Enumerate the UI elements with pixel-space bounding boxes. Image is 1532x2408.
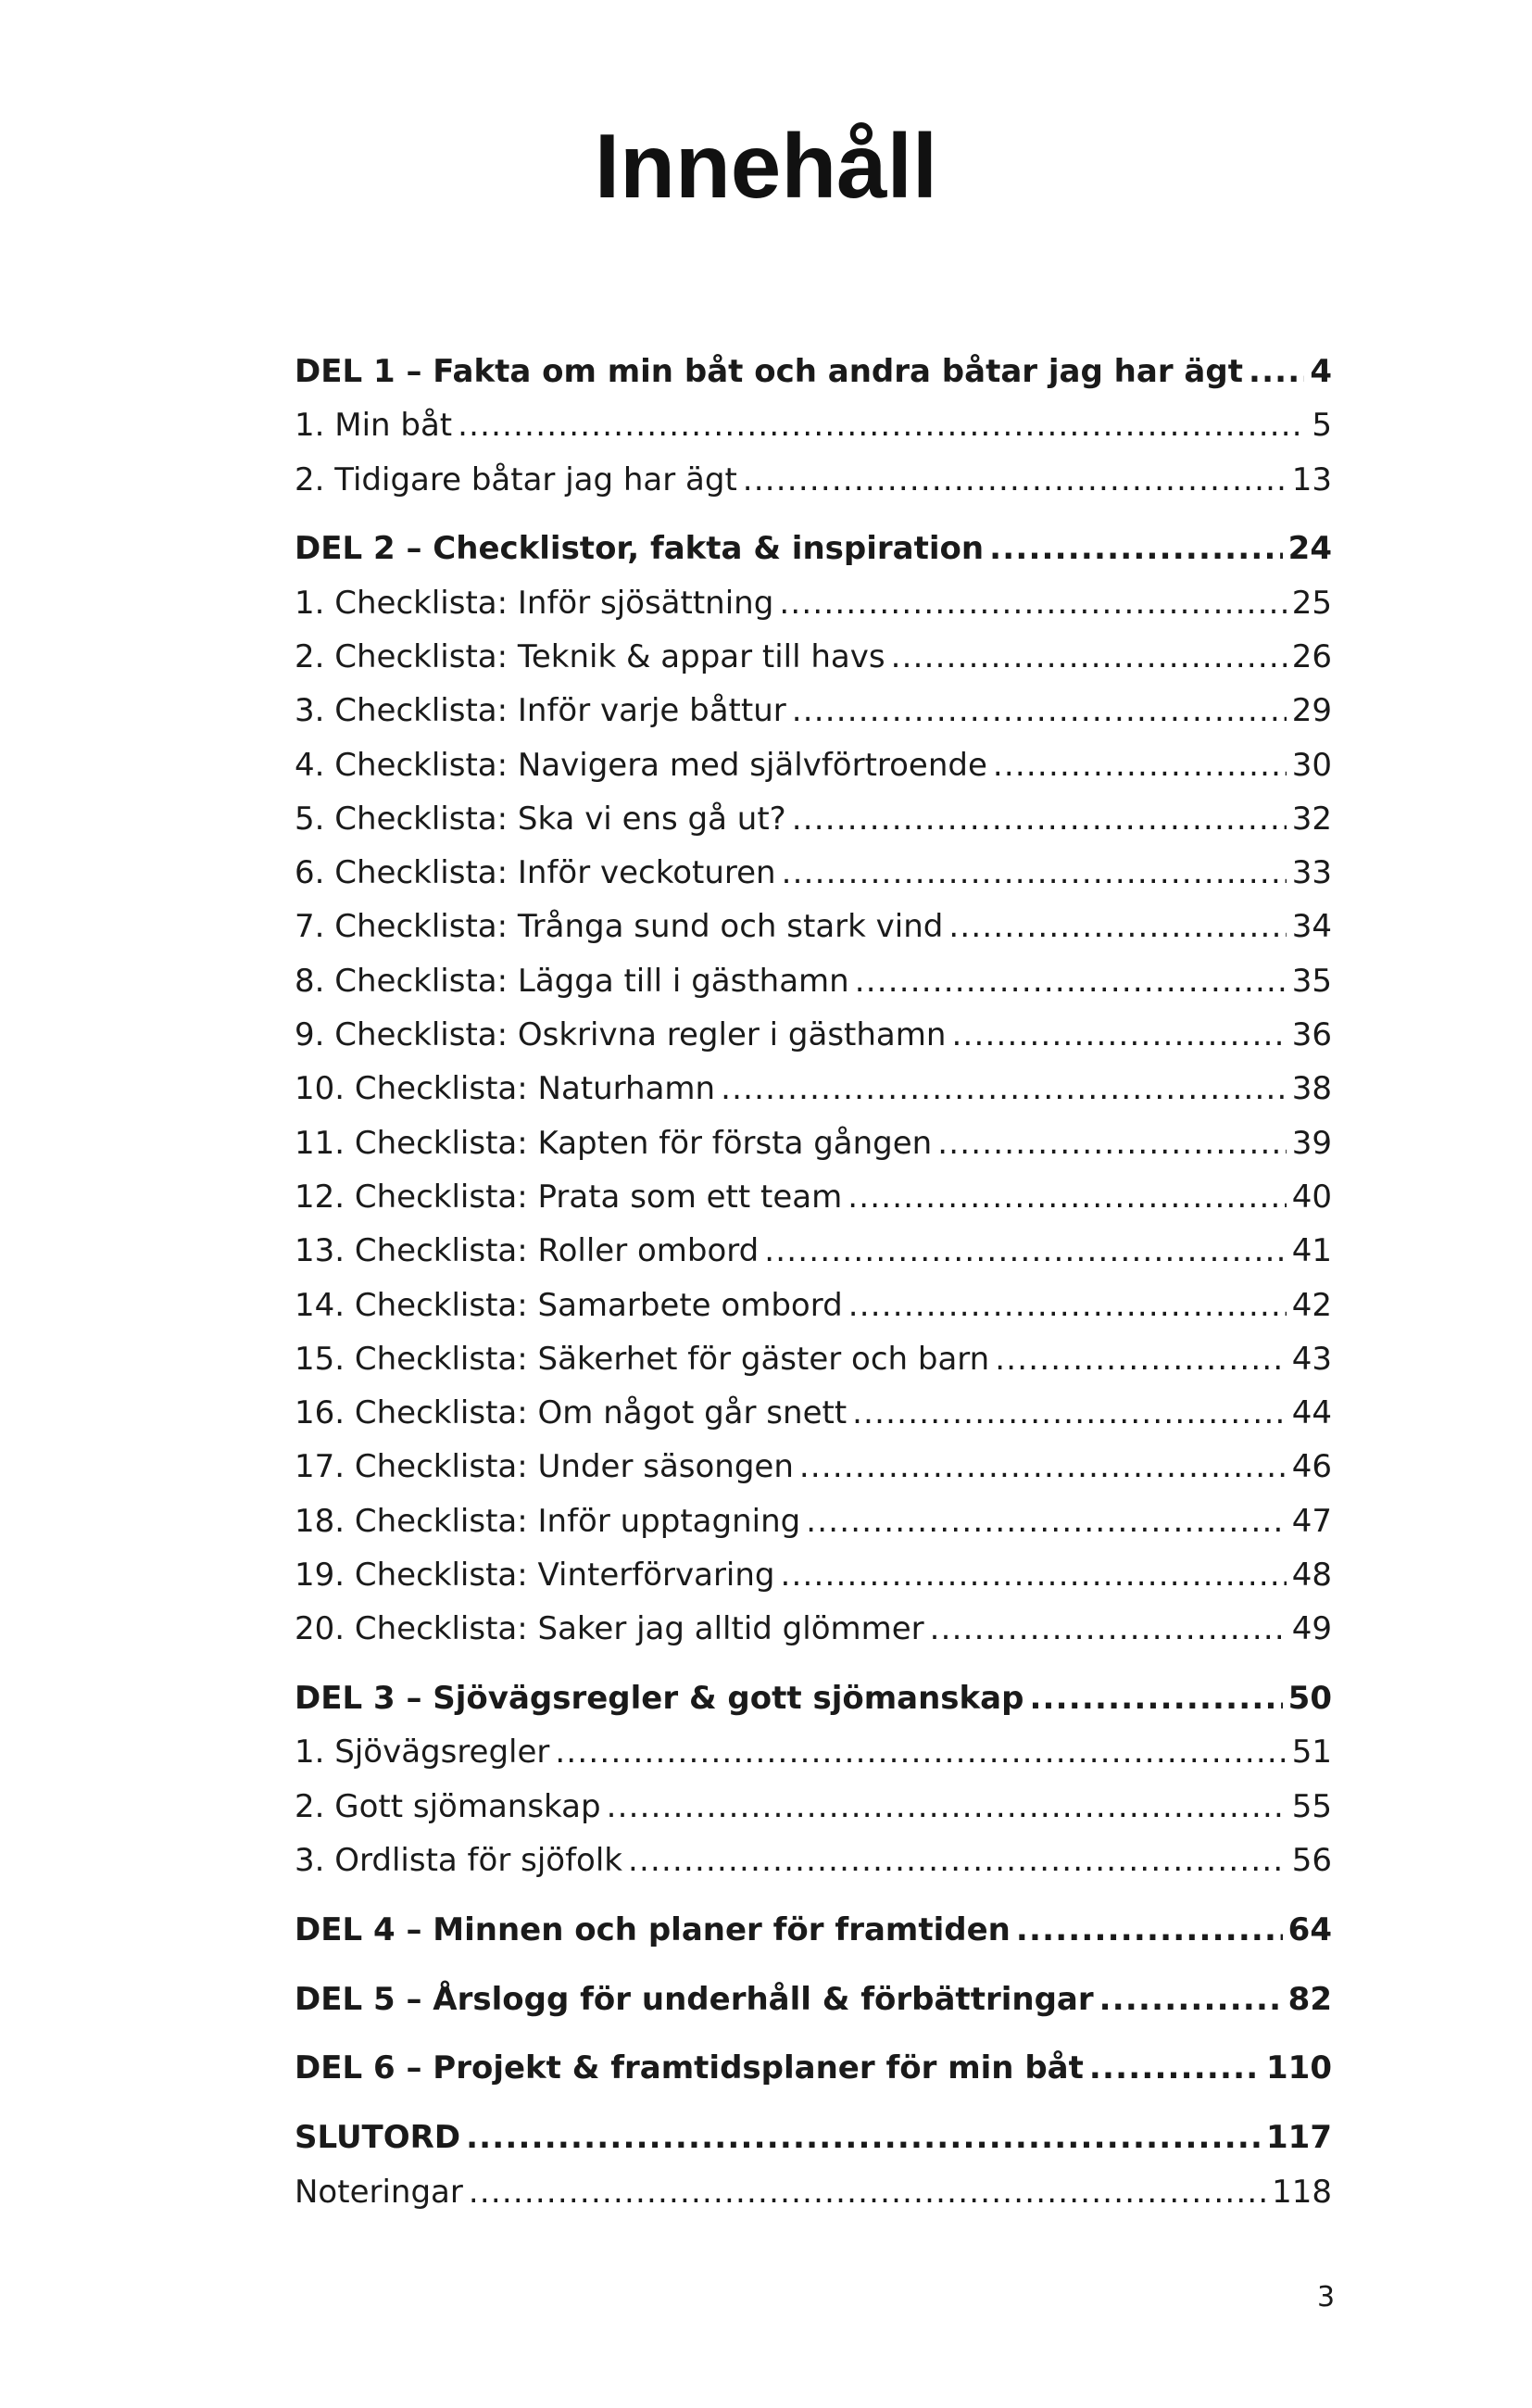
toc-dot-leader bbox=[792, 684, 1287, 738]
toc-entry-label: 19. Checklista: Vinterförvaring bbox=[295, 1557, 775, 1595]
toc-entry-label: SLUTORD bbox=[295, 2119, 461, 2157]
toc-entry-label: DEL 6 – Projekt & framtidsplaner för min båt bbox=[295, 2049, 1084, 2087]
toc-dot-leader bbox=[852, 1386, 1287, 1440]
toc-entry bbox=[295, 1224, 1332, 1278]
toc-dot-leader bbox=[721, 1062, 1287, 1116]
toc-entry-page: 26 bbox=[1291, 637, 1332, 675]
toc-entry-label: 8. Checklista: Lägga till i gästhamn bbox=[295, 962, 849, 1000]
toc-entry-page: 41 bbox=[1291, 1232, 1332, 1270]
toc-entry bbox=[295, 1116, 1332, 1170]
toc-entry-label: 16. Checklista: Om något går snett bbox=[295, 1394, 848, 1432]
toc-entry-label: 6. Checklista: Inför veckoturen bbox=[295, 854, 776, 892]
toc-entry bbox=[295, 954, 1332, 1008]
toc-entry-page: 47 bbox=[1291, 1502, 1332, 1540]
toc-entry-page: 33 bbox=[1291, 854, 1332, 892]
toc-dot-leader bbox=[469, 2165, 1266, 2219]
toc-dot-leader bbox=[781, 1548, 1287, 1602]
toc-entry-page: 56 bbox=[1291, 1842, 1332, 1880]
toc-entry-page: 48 bbox=[1291, 1557, 1332, 1595]
toc-entry-label: 2. Tidigare båtar jag har ägt bbox=[295, 460, 737, 498]
toc-dot-leader bbox=[806, 1494, 1287, 1548]
toc-entry-page: 40 bbox=[1291, 1178, 1332, 1216]
toc-entry-page: 34 bbox=[1291, 908, 1332, 946]
toc-entry bbox=[295, 1780, 1332, 1834]
toc-entry-label: 18. Checklista: Inför upptagning bbox=[295, 1502, 801, 1540]
toc-entry-label: 15. Checklista: Säkerhet för gäster och barn bbox=[295, 1340, 990, 1378]
toc-entry bbox=[295, 1602, 1332, 1656]
table-of-contents bbox=[295, 345, 1332, 2219]
toc-dot-leader bbox=[628, 1834, 1287, 1887]
toc-dot-leader bbox=[937, 1116, 1287, 1170]
toc-entry-page: 55 bbox=[1291, 1787, 1332, 1825]
toc-dot-leader bbox=[951, 1008, 1286, 1062]
toc-entry bbox=[295, 684, 1332, 738]
toc-entry bbox=[295, 1332, 1332, 1386]
toc-entry-label: 9. Checklista: Oskrivna regler i gästhamn bbox=[295, 1016, 947, 1054]
toc-entry-page: 36 bbox=[1291, 1016, 1332, 1054]
toc-entry bbox=[295, 738, 1332, 792]
toc-entry-label: 3. Checklista: Inför varje båttur bbox=[295, 692, 786, 730]
toc-dot-leader bbox=[466, 2111, 1261, 2164]
toc-dot-leader bbox=[458, 398, 1306, 452]
toc-entry-label: 1. Checklista: Inför sjösättning bbox=[295, 584, 774, 622]
toc-dot-leader bbox=[607, 1780, 1287, 1834]
toc-entry-page: 82 bbox=[1287, 1980, 1332, 2018]
toc-section-heading bbox=[295, 522, 1332, 575]
toc-entry-label: 1. Sjövägsregler bbox=[295, 1734, 550, 1771]
toc-entry-page: 30 bbox=[1291, 746, 1332, 784]
toc-dot-leader bbox=[1089, 2041, 1261, 2095]
toc-entry-page: 44 bbox=[1291, 1394, 1332, 1432]
toc-dot-leader bbox=[555, 1725, 1286, 1779]
toc-entry-page: 32 bbox=[1291, 800, 1332, 838]
toc-entry-label: 7. Checklista: Trånga sund och stark vind bbox=[295, 908, 944, 946]
toc-entry bbox=[295, 900, 1332, 953]
toc-dot-leader bbox=[1029, 1671, 1282, 1725]
toc-entry-label: DEL 3 – Sjövägsregler & gott sjömanskap bbox=[295, 1680, 1024, 1718]
toc-entry-label: 5. Checklista: Ska vi ens gå ut? bbox=[295, 800, 786, 838]
toc-entry-page: 38 bbox=[1291, 1070, 1332, 1108]
toc-entry-label: DEL 4 – Minnen och planer för framtiden bbox=[295, 1910, 1011, 1948]
page-number: 3 bbox=[1317, 2281, 1336, 2313]
toc-entry-label: 14. Checklista: Samarbete ombord bbox=[295, 1286, 843, 1324]
toc-section-heading bbox=[295, 1671, 1332, 1725]
toc-dot-leader bbox=[993, 738, 1287, 792]
toc-dot-leader bbox=[855, 954, 1287, 1008]
toc-entry-label: DEL 2 – Checklistor, fakta & inspiration bbox=[295, 530, 985, 568]
toc-entry bbox=[295, 1170, 1332, 1224]
toc-entry bbox=[295, 1494, 1332, 1548]
toc-entry-page: 42 bbox=[1291, 1286, 1332, 1324]
toc-entry-page: 35 bbox=[1291, 962, 1332, 1000]
toc-section-heading bbox=[295, 1973, 1332, 2026]
toc-dot-leader bbox=[743, 453, 1287, 507]
toc-entry bbox=[295, 1386, 1332, 1440]
toc-entry bbox=[295, 1725, 1332, 1779]
toc-dot-leader bbox=[792, 792, 1287, 846]
toc-section-heading bbox=[295, 345, 1332, 398]
toc-entry bbox=[295, 1062, 1332, 1116]
toc-entry-label: 2. Checklista: Teknik & appar till havs bbox=[295, 637, 885, 675]
toc-entry-label: 17. Checklista: Under säsongen bbox=[295, 1448, 794, 1486]
page-title: Innehåll bbox=[594, 115, 938, 217]
toc-entry-label: DEL 5 – Årslogg för underhåll & förbättringar bbox=[295, 1980, 1094, 2018]
toc-entry-page: 49 bbox=[1291, 1610, 1332, 1648]
toc-entry-page: 29 bbox=[1291, 692, 1332, 730]
toc-entry-page: 46 bbox=[1291, 1448, 1332, 1486]
toc-entry-page: 5 bbox=[1312, 407, 1332, 445]
toc-entry-page: 110 bbox=[1266, 2049, 1332, 2087]
toc-dot-leader bbox=[891, 630, 1287, 684]
toc-dot-leader bbox=[948, 900, 1286, 953]
toc-entry-page: 117 bbox=[1266, 2119, 1332, 2157]
toc-entry-page: 24 bbox=[1287, 530, 1332, 568]
toc-entry-page: 4 bbox=[1310, 353, 1332, 390]
toc-dot-leader bbox=[848, 1170, 1287, 1224]
toc-entry-page: 25 bbox=[1291, 584, 1332, 622]
toc-entry bbox=[295, 2165, 1332, 2219]
toc-dot-leader bbox=[848, 1279, 1287, 1332]
toc-entry-label: 4. Checklista: Navigera med självförtroende bbox=[295, 746, 987, 784]
toc-entry bbox=[295, 792, 1332, 846]
toc-dot-leader bbox=[782, 846, 1287, 900]
toc-dot-leader bbox=[1099, 1973, 1283, 2026]
toc-entry-label: 13. Checklista: Roller ombord bbox=[295, 1232, 760, 1270]
toc-dot-leader bbox=[764, 1224, 1286, 1278]
toc-section-heading bbox=[295, 2111, 1332, 2164]
toc-entry-page: 39 bbox=[1291, 1124, 1332, 1162]
toc-dot-leader bbox=[799, 1440, 1287, 1494]
toc-dot-leader bbox=[1249, 345, 1304, 398]
toc-dot-leader bbox=[989, 522, 1283, 575]
toc-entry-label: 11. Checklista: Kapten för första gången bbox=[295, 1124, 933, 1162]
toc-entry-page: 50 bbox=[1287, 1680, 1332, 1718]
toc-entry bbox=[295, 453, 1332, 507]
toc-entry bbox=[295, 1834, 1332, 1887]
toc-entry-label: DEL 1 – Fakta om min båt och andra båtar jag har ägt bbox=[295, 353, 1243, 390]
toc-entry bbox=[295, 576, 1332, 630]
toc-entry bbox=[295, 398, 1332, 452]
toc-entry-label: 1. Min båt bbox=[295, 407, 453, 445]
toc-entry-page: 51 bbox=[1291, 1734, 1332, 1771]
toc-entry-label: 2. Gott sjömanskap bbox=[295, 1787, 601, 1825]
toc-entry bbox=[295, 1440, 1332, 1494]
toc-entry-page: 118 bbox=[1272, 2173, 1332, 2211]
toc-entry-label: 3. Ordlista för sjöfolk bbox=[295, 1842, 622, 1880]
toc-entry bbox=[295, 1548, 1332, 1602]
toc-entry bbox=[295, 1279, 1332, 1332]
toc-entry-label: 20. Checklista: Saker jag alltid glömmer bbox=[295, 1610, 924, 1648]
toc-dot-leader bbox=[779, 576, 1286, 630]
toc-entry-page: 64 bbox=[1287, 1910, 1332, 1948]
toc-entry bbox=[295, 846, 1332, 900]
toc-section-heading bbox=[295, 2041, 1332, 2095]
toc-dot-leader bbox=[1016, 1903, 1283, 1957]
toc-entry-label: 10. Checklista: Naturhamn bbox=[295, 1070, 716, 1108]
toc-dot-leader bbox=[930, 1602, 1287, 1656]
toc-entry-page: 43 bbox=[1291, 1340, 1332, 1378]
toc-entry-label: 12. Checklista: Prata som ett team bbox=[295, 1178, 843, 1216]
toc-entry-page: 13 bbox=[1291, 460, 1332, 498]
toc-entry bbox=[295, 1008, 1332, 1062]
toc-entry-label: Noteringar bbox=[295, 2173, 463, 2211]
toc-section-heading bbox=[295, 1903, 1332, 1957]
toc-entry bbox=[295, 630, 1332, 684]
toc-dot-leader bbox=[995, 1332, 1287, 1386]
